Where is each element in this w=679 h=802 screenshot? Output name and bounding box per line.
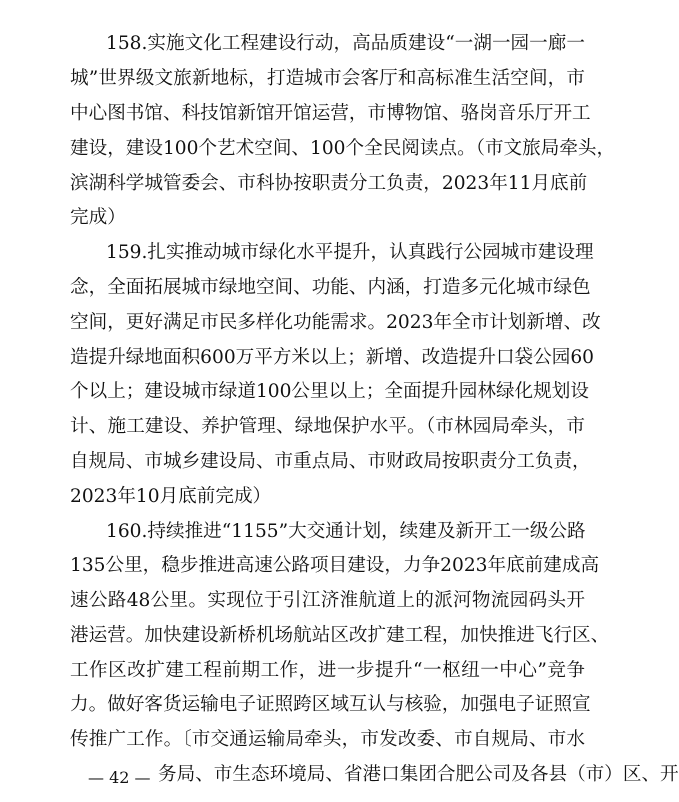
paragraph-line: 务局、市生态环境局、省港口集团合肥公司及各县（市）区、开 xyxy=(158,764,679,785)
paragraph-line: 空间，更好满足市民多样化功能需求。2023年全市计划新增、改 xyxy=(70,312,601,333)
paragraph-line: 滨湖科学城管委会、市科协按职责分工负责，2023年11月底前 xyxy=(70,173,588,194)
paragraph-line: 工作区改扩建工程前期工作，进一步提升“一枢纽一中心”竞争 xyxy=(70,660,585,681)
paragraph-line: 135公里，稳步推进高速公路项目建设，力争2023年底前建成高 xyxy=(70,555,600,576)
page-number: — 42 — xyxy=(88,768,151,787)
paragraph-line: 传推广工作。〔市交通运输局牵头，市发改委、市自规局、市水 xyxy=(70,729,585,750)
paragraph-line: 159.扎实推动城市绿化水平提升，认真践行公园城市建设理 xyxy=(106,242,594,263)
paragraph-line: 158.实施文化工程建设行动，高品质建设“一湖一园一廊一 xyxy=(106,33,585,54)
paragraph-line: 建设，建设100个艺术空间、100个全民阅读点。（市文旅局牵头， xyxy=(70,138,616,159)
paragraph-line: 个以上；建设城市绿道100公里以上；全面提升园林绿化规划设 xyxy=(70,381,589,402)
paragraph-line: 造提升绿地面积600万平方米以上；新增、改造提升口袋公园60 xyxy=(70,347,594,368)
paragraph-line: 速公路48公里。实现位于引江济淮航道上的派河物流园码头开 xyxy=(70,590,585,611)
paragraph-line: 念，全面拓展城市绿地空间、功能、内涵，打造多元化城市绿色 xyxy=(70,277,591,298)
paragraph-line: 完成） xyxy=(70,207,126,228)
paragraph-line: 中心图书馆、科技馆新馆开馆运营，市博物馆、骆岗音乐厅开工 xyxy=(70,103,591,124)
paragraph-line: 计、施工建设、养护管理、绿地保护水平。（市林园局牵头，市 xyxy=(70,416,585,437)
paragraph-line: 港运营。加快建设新桥机场航站区改扩建工程，加快推进飞行区、 xyxy=(70,625,610,646)
paragraph-line: 2023年10月底前完成） xyxy=(70,486,272,507)
paragraph-line: 自规局、市城乡建设局、市重点局、市财政局按职责分工负责， xyxy=(70,451,591,472)
paragraph-line: 力。做好客货运输电子证照跨区域互认与核验，加强电子证照宣 xyxy=(70,694,591,715)
paragraph-line: 160.持续推进“1155”大交通计划，续建及新开工一级公路 xyxy=(106,521,586,542)
paragraph-line: 城”世界级文旅新地标，打造城市会客厅和高标准生活空间，市 xyxy=(70,68,585,89)
